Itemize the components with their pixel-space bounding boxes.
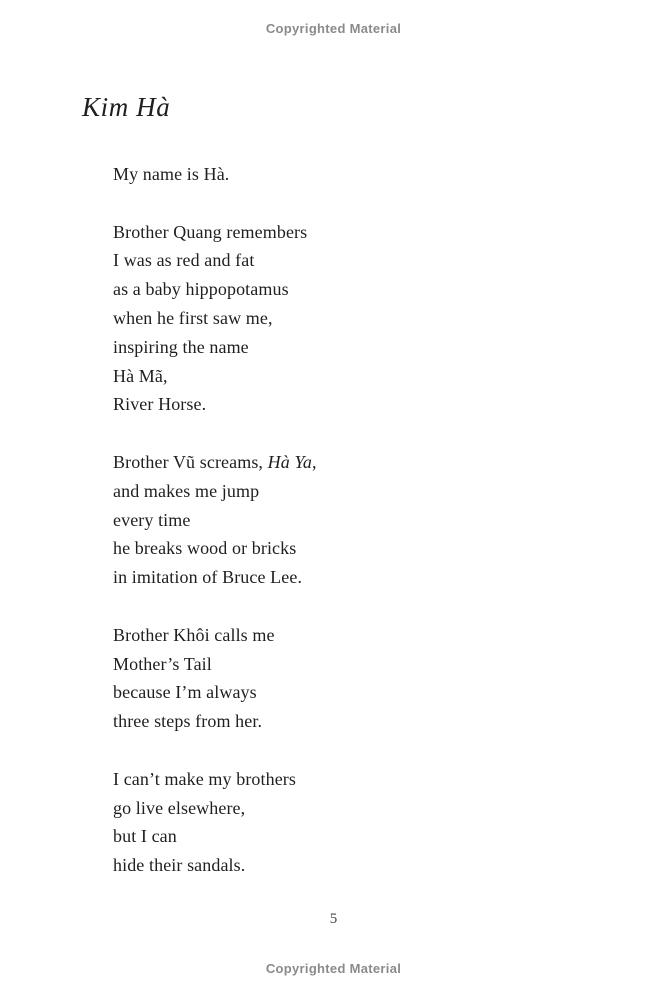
poem-line-segment: Brother Khôi calls me	[113, 624, 275, 645]
poem-line	[113, 275, 317, 304]
poem-line	[113, 304, 317, 333]
copyright-notice-top: Copyrighted Material	[265, 21, 402, 36]
poem-line	[113, 218, 317, 247]
poem-line	[113, 563, 317, 592]
poem-line-segment: hide their sandals.	[113, 855, 246, 876]
poem-line-segment: I was as red and fat	[113, 250, 255, 271]
poem-line-segment: My name is Hà.	[113, 164, 230, 184]
poem-body	[113, 160, 317, 880]
poem-line	[113, 822, 317, 851]
poem-stanza	[113, 621, 317, 736]
poem-line	[113, 794, 317, 823]
poem-line	[113, 851, 317, 880]
poem-line	[113, 506, 317, 535]
poem-title: Kim Hà	[82, 92, 171, 122]
poem-line	[113, 246, 317, 275]
poem-line	[113, 678, 317, 707]
poem-line-segment: inspiring the name	[113, 336, 249, 357]
poem-line-segment: and makes me jump	[113, 480, 260, 501]
poem-line-segment: in imitation of Bruce Lee.	[113, 567, 303, 588]
poem-stanza	[113, 160, 317, 189]
poem-line	[113, 650, 317, 679]
poem-line-segment: go live elsewhere,	[113, 797, 246, 818]
poem-line-segment: Brother Vũ screams,	[113, 451, 268, 472]
poem-line-segment: ,	[312, 451, 317, 472]
poem-line	[113, 362, 317, 391]
poem-line	[113, 333, 317, 362]
poem-line-segment: when he first saw me,	[113, 307, 273, 328]
poem-stanza	[113, 448, 317, 592]
poem-line-italic-segment: Hà Ya	[267, 451, 312, 472]
poem-line-segment: as a baby hippopotamus	[113, 279, 289, 300]
poem-stanza	[113, 218, 317, 420]
poem-stanza	[113, 765, 317, 880]
poem-line-segment: Brother Quang remembers	[113, 221, 308, 242]
poem-line-segment: because I’m always	[113, 682, 257, 703]
poem-line-segment: I can’t make my brothers	[113, 768, 297, 789]
page-number: 5	[329, 911, 338, 927]
poem-line-segment: River Horse.	[113, 394, 207, 415]
poem-line	[113, 707, 317, 736]
poem-line-segment: he breaks wood or bricks	[113, 538, 297, 559]
poem-line	[113, 534, 317, 563]
poem-line	[113, 765, 317, 794]
copyright-notice-bottom: Copyrighted Material	[265, 961, 402, 976]
poem-line	[113, 621, 317, 650]
poem-line-segment: Hà Mã,	[113, 365, 168, 386]
poem-line	[113, 160, 317, 189]
poem-line	[113, 477, 317, 506]
poem-line-segment: but I can	[113, 826, 177, 847]
poem-line-segment: every time	[113, 509, 191, 530]
poem-line-segment: three steps from her.	[113, 711, 263, 732]
poem-line-segment: Mother’s Tail	[113, 653, 212, 674]
poem-line	[113, 448, 317, 477]
poem-line	[113, 390, 317, 419]
